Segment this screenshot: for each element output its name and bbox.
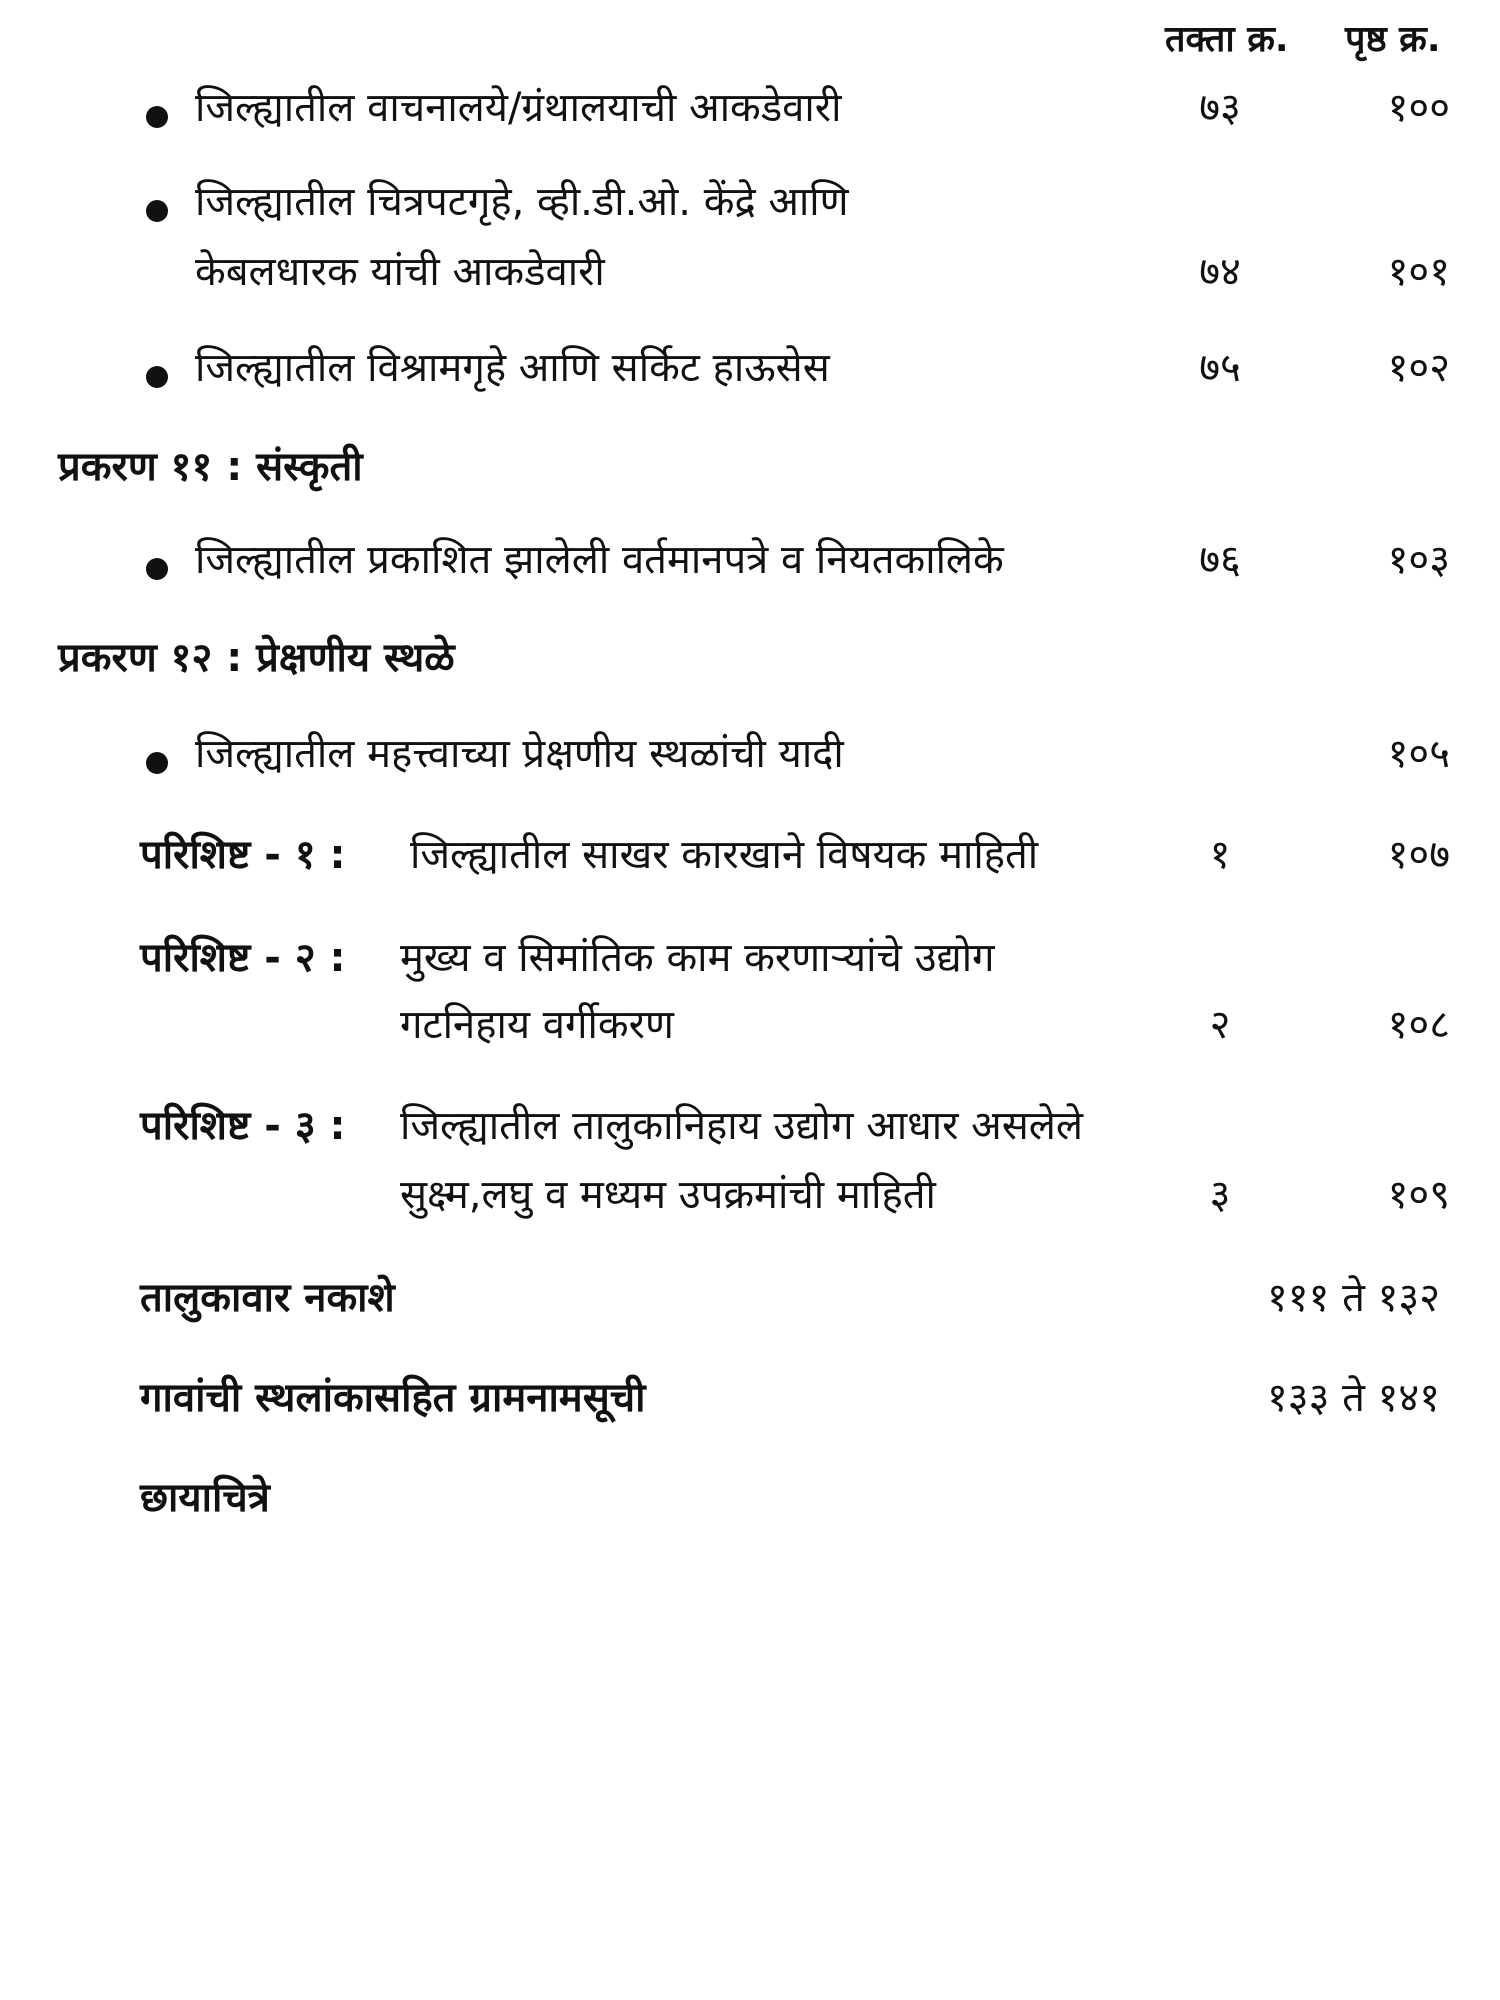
appendix-text-continued: सुक्ष्म,लघु व मध्यम उपक्रमांची माहिती [400, 1172, 936, 1218]
village-index-page-range: १३३ ते १४१ [1266, 1375, 1440, 1421]
toc-entry-table-no: ७४ [1199, 249, 1241, 295]
appendix-label: परिशिष्ट - २ : [140, 935, 346, 981]
toc-entry-text: जिल्ह्यातील प्रकाशित झालेली वर्तमानपत्रे व नियतकालिके [195, 537, 1004, 583]
appendix-label: परिशिष्ट - १ : [140, 832, 346, 878]
toc-entry-page-no: १०१ [1387, 249, 1450, 295]
appendix-text-continued: गटनिहाय वर्गीकरण [400, 1002, 674, 1048]
appendix-table-no: ३ [1209, 1172, 1231, 1218]
toc-entry-page-no: १०५ [1387, 731, 1450, 777]
bullet-icon [146, 558, 168, 580]
toc-entry-text-continued: केबलधारक यांची आकडेवारी [195, 249, 605, 295]
toc-entry-text: जिल्ह्यातील विश्रामगृहे आणि सर्किट हाऊसेस [195, 345, 830, 391]
section-heading-photographs: छायाचित्रे [140, 1475, 270, 1521]
toc-entry-table-no: ७६ [1199, 537, 1241, 583]
toc-entry-table-no: ७३ [1199, 85, 1241, 131]
appendix-page-no: १०८ [1387, 1002, 1450, 1048]
page-number-header: पृष्ठ क्र. [1345, 19, 1441, 60]
bullet-icon [146, 752, 168, 774]
appendix-table-no: १ [1209, 832, 1231, 878]
toc-entry-page-no: १०० [1387, 85, 1450, 131]
appendix-text: मुख्य व सिमांतिक काम करणाऱ्यांचे उद्योग [400, 935, 995, 981]
toc-entry-table-no: ७५ [1199, 345, 1241, 391]
toc-entry-text: जिल्ह्यातील वाचनालये/ग्रंथालयाची आकडेवारी [195, 85, 842, 131]
appendix-page-no: १०७ [1387, 832, 1450, 878]
chapter-heading: प्रकरण ११ : संस्कृती [58, 444, 363, 490]
toc-entry-page-no: १०३ [1387, 537, 1450, 583]
toc-entry-text: जिल्ह्यातील चित्रपटगृहे, व्ही.डी.ओ. केंद्रे आणि [195, 179, 849, 225]
table-number-header: तक्ता क्र. [1165, 19, 1289, 60]
appendix-label: परिशिष्ट - ३ : [140, 1103, 346, 1149]
appendix-text: जिल्ह्यातील तालुकानिहाय उद्योग आधार असलेले [400, 1103, 1084, 1149]
bullet-icon [146, 366, 168, 388]
section-heading-village-index: गावांची स्थलांकासहित ग्रामनामसूची [140, 1375, 646, 1421]
appendix-table-no: २ [1209, 1002, 1231, 1048]
appendix-text: जिल्ह्यातील साखर कारखाने विषयक माहिती [410, 832, 1039, 878]
toc-entry-page-no: १०२ [1387, 345, 1450, 391]
appendix-page-no: १०९ [1387, 1172, 1450, 1218]
taluka-maps-page-range: १११ ते १३२ [1266, 1275, 1440, 1321]
bullet-icon [146, 200, 168, 222]
chapter-heading: प्रकरण १२ : प्रेक्षणीय स्थळे [58, 635, 455, 681]
bullet-icon [146, 106, 168, 128]
toc-entry-text: जिल्ह्यातील महत्त्वाच्या प्रेक्षणीय स्थळांची यादी [195, 731, 844, 777]
section-heading-taluka-maps: तालुकावार नकाशे [140, 1275, 395, 1321]
